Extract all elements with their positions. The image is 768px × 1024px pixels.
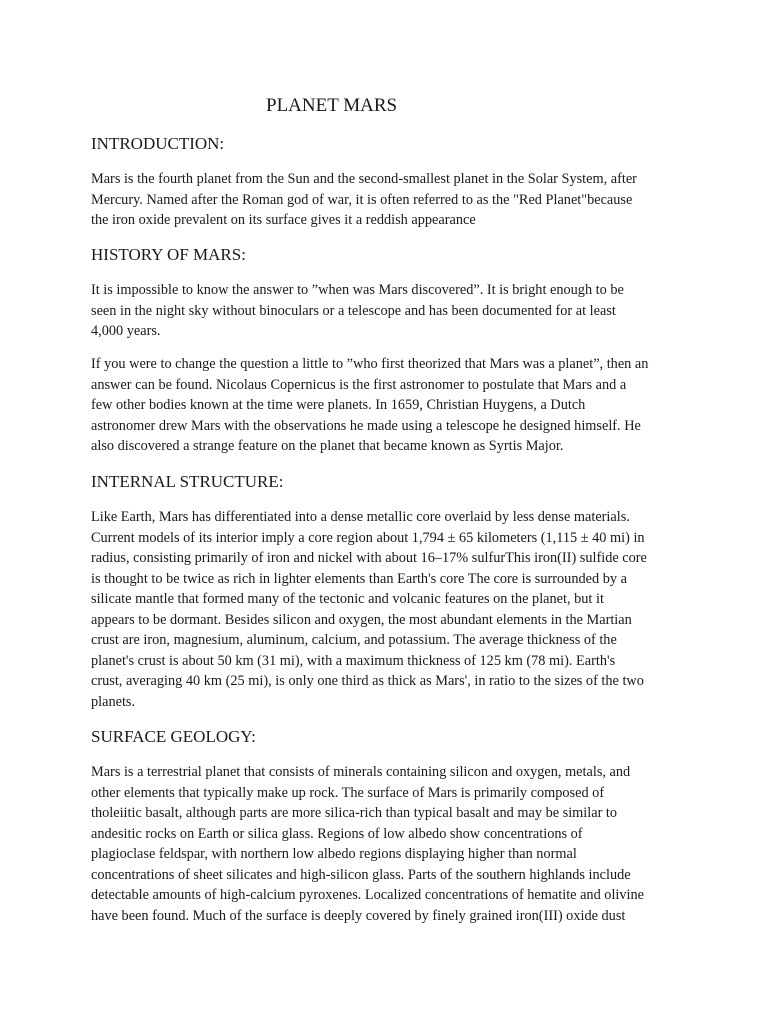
text-line: the iron oxide prevalent on its surface gives it a reddish appearance (91, 212, 476, 228)
section-heading-surface-geology: SURFACE GEOLOGY: (91, 727, 256, 746)
text-line: crust are iron, magnesium, aluminum, calcium, and potassium. The average thickness of the (91, 632, 617, 648)
text-line: is thought to be twice as rich in lighter elements than Earth's core The core is surrounded by a (91, 570, 627, 587)
document-title: PLANET MARS (266, 95, 398, 116)
text-line: crust, averaging 40 km (25 mi), is only one third as thick as Mars', in ratio to the sizes of the two (91, 673, 644, 689)
text-line: It is impossible to know the answer to ”when was Mars discovered”. It is bright enough to be (91, 282, 624, 298)
text-line: andesitic rocks on Earth or silica glass. Regions of low albedo show concentrations of (91, 825, 583, 842)
text-line: Current models of its interior imply a core region about 1,794 ± 65 kilometers (1,115 ± 40 mi) in (91, 529, 645, 546)
text-line: appears to be dormant. Besides silicon and oxygen, the most abundant elements in the Martian (91, 611, 632, 628)
text-line: 4,000 years. (91, 323, 161, 339)
paragraph-internal-structure (91, 507, 691, 712)
paragraph-introduction (91, 169, 691, 231)
text-line: also discovered a strange feature on the planet that became known as Syrtis Major. (91, 438, 564, 454)
text-line: plagioclase feldspar, with northern low albedo regions displaying higher than normal (91, 846, 577, 862)
text-line: planet's crust is about 50 km (31 mi), with a maximum thickness of 125 km (78 mi). Earth's (91, 652, 616, 669)
text-line: detectable amounts of high-calcium pyroxenes. Localized concentrations of hematite and olivine (91, 887, 645, 903)
text-line: silicate mantle that formed many of the tectonic and volcanic features on the planet, but it (91, 591, 604, 607)
section-heading-internal-structure: INTERNAL STRUCTURE: (91, 472, 284, 491)
text-line: concentrations of sheet silicates and high-silicon glass. Parts of the southern highlands include (91, 866, 631, 883)
text-line: have been found. Much of the surface is deeply covered by finely grained iron(III) oxide dust (91, 907, 626, 924)
text-line: answer can be found. Nicolaus Copernicus is the first astronomer to postulate that Mars and a (91, 376, 627, 393)
text-line: planets. (91, 693, 136, 710)
section-heading-history: HISTORY OF MARS: (91, 245, 246, 264)
paragraph-history-1 (91, 280, 691, 342)
text-line: seen in the night sky without binoculars or a telescope and has been documented for at least (91, 302, 616, 319)
text-line: other elements that typically make up rock. The surface of Mars is primarily composed of (91, 784, 605, 801)
text-line: radius, consisting primarily of iron and nickel with about 16–17% sulfurThis iron(II) sulfide core (91, 550, 647, 566)
section-heading-introduction: INTRODUCTION: (91, 134, 225, 153)
paragraph-history-2 (91, 354, 691, 457)
text-line: astronomer drew Mars with the observations he made using a telescope he designed himself. He (91, 417, 641, 434)
text-line: Mercury. Named after the Roman god of war, it is often referred to as the "Red Planet"because (91, 191, 633, 208)
text-line: If you were to change the question a little to ”who first theorized that Mars was a planet”, then an (91, 356, 649, 372)
text-line: few other bodies known at the time were planets. In 1659, Christian Huygens, a Dutch (91, 397, 586, 413)
text-line: Like Earth, Mars has differentiated into a dense metallic core overlaid by less dense materials. (91, 509, 630, 525)
text-line: Mars is a terrestrial planet that consists of minerals containing silicon and oxygen, metals, and (91, 764, 631, 780)
paragraph-surface-geology (91, 762, 691, 926)
text-line: Mars is the fourth planet from the Sun and the second-smallest planet in the Solar System, after (91, 171, 637, 187)
text-line: tholeiitic basalt, although parts are more silica-rich than typical basalt and may be similar to (91, 805, 618, 821)
